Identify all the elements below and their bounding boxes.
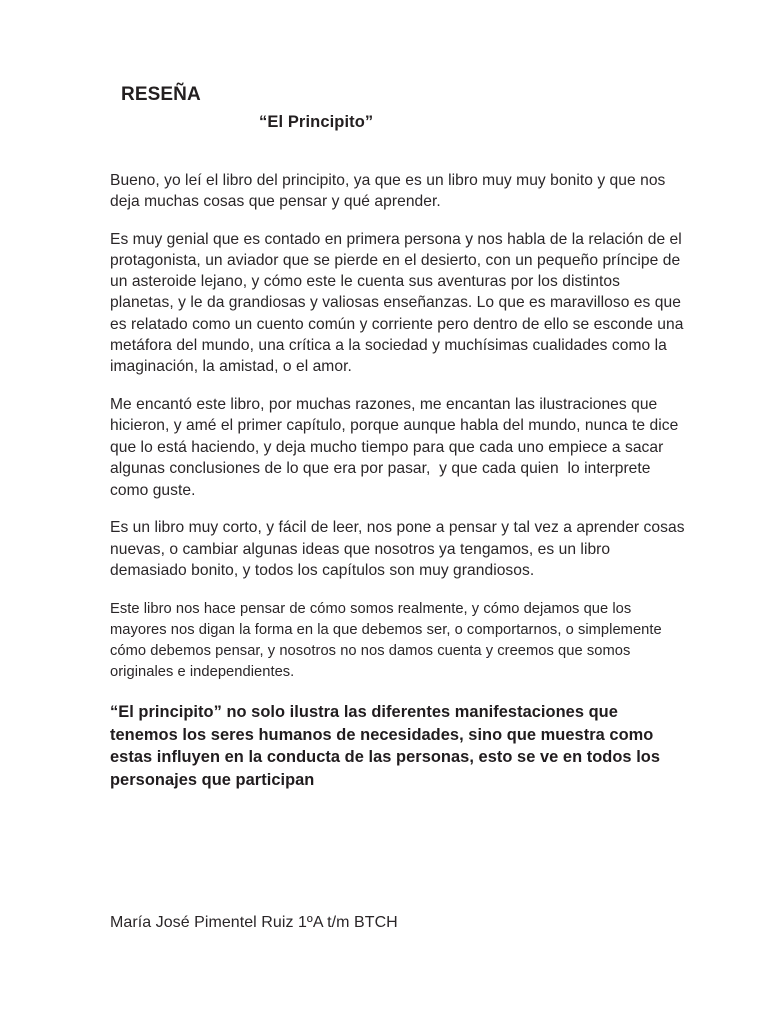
author-signature: María José Pimentel Ruiz 1ºA t/m BTCH: [110, 914, 398, 931]
document-body: [110, 170, 689, 791]
page-subtitle: “El Principito”: [259, 113, 374, 131]
page-title: RESEÑA: [121, 84, 201, 105]
paragraph-4: Es un libro muy corto, y fácil de leer, nos pone a pensar y tal vez a aprender cosas nuevas, o cambiar algunas ideas que nosotros ya tengamos, es un libro demasiado bonito, y todos los capítulos son muy grandiosos.: [110, 519, 689, 580]
paragraph-5: Este libro nos hace pensar de cómo somos realmente, y cómo dejamos que los mayores nos digan la forma en la que debemos ser, o comportarnos, o simplemente cómo debemos pensar, y nosotros no nos damos cuenta y creemos que somos originales e independientes.: [110, 600, 666, 681]
paragraph-2: Es muy genial que es contado en primera persona y nos habla de la relación de el protagonista, un aviador que se pierde en el desierto, con un pequeño príncipe de un asteroide lejano, y cómo este le cuenta sus aventuras por los distintos planetas, y le da grandiosas y valiosas enseñanzas. Lo que es maravilloso es que es relatado como un cuento común y corriente pero dentro de ello se esconde una metáfora del mundo, una crítica a la sociedad y muchísimas cualidades como la imaginación, la amistad, o el amor.: [110, 230, 688, 376]
document-heading: [0, 84, 768, 132]
paragraph-6-conclusion: “El principito” no solo ilustra las diferentes manifestaciones que tenemos los seres humanos de necesidades, sino que muestra como estas influyen en la conducta de las personas, esto se ve en todos los personajes que participan: [110, 703, 665, 789]
paragraph-1: Bueno, yo leí el libro del principito, ya que es un libro muy muy bonito y que nos deja muchas cosas que pensar y qué aprender.: [110, 172, 670, 211]
paragraph-3: Me encantó este libro, por muchas razones, me encantan las ilustraciones que hicieron, y amé el primer capítulo, porque aunque habla del mundo, nunca te dice que lo está haciendo, y deja mucho tiempo para que cada uno empiece a sacar algunas conclusiones de lo que era por pasar, y que cada quien lo interprete como guste.: [110, 395, 683, 499]
